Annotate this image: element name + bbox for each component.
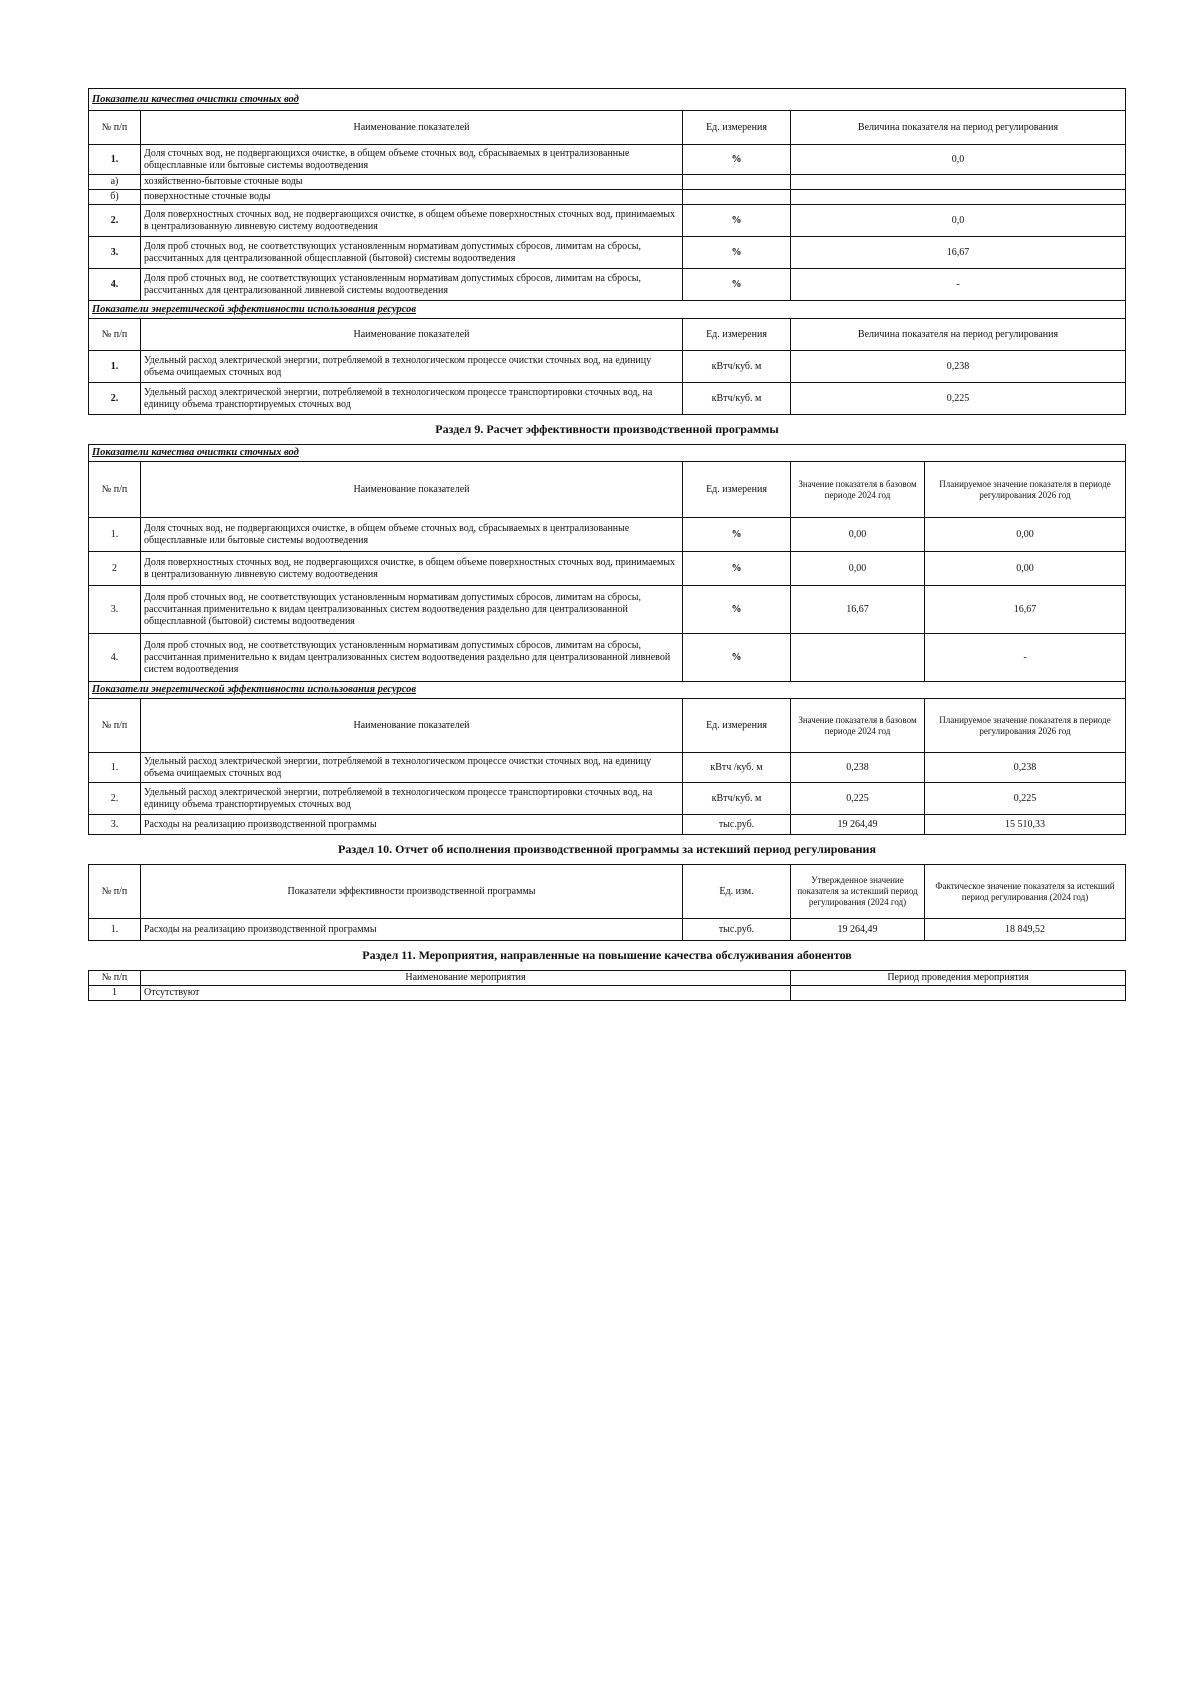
table-row: 3. Доля проб сточных вод, не соответствующих установленным нормативам допустимых сбросов, лимитам на сбросы, рассчитанных для централизованной общесплавной (бытовой) системы водоотведения % 16,67 xyxy=(89,237,1126,269)
table-row: а) хозяйственно-бытовые сточные воды xyxy=(89,175,1126,190)
section-10-title: Раздел 10. Отчет об исполнения производственной программы за истекший период регулирования xyxy=(338,842,876,856)
table-row: 1 Отсутствуют xyxy=(89,986,1126,1001)
table-row: 2. Удельный расход электрической энергии, потребляемой в технологическом процессе транспортировки сточных вод, на единицу объема транспортируемых сточных вод кВтч/куб. м 0,225 0,225 xyxy=(89,783,1126,815)
report-table: № п/п Показатели эффективности производственной программы Ед. изм. Утвержденное значение показателя за истекший период регулирования (2024 год) Фактическое значение показателя за истекший период регулирования (2024 год) 1. Расходы на реализацию производственной программы тыс.руб. 19 264,49 18 849,52 xyxy=(88,864,1126,941)
table-row: 1. Доля сточных вод, не подвергающихся очистке, в общем объеме сточных вод, сбрасываемых в централизованные общесплавные или бытовые системы водоотведения % 0,00 0,00 xyxy=(89,518,1126,552)
efficiency-table: Показатели качества очистки сточных вод № п/п Наименование показателей Ед. измерения Значение показателя в базовом периоде 2024 год Планируемое значение показателя в периоде регулирования 2026 год 1. Доля сточных вод, не подвергающихся очистке, в общем объеме сточных вод, сбрасываемых в централизованные общесплавные или бытовые системы водоотведения % 0,00 0,00 2 Доля поверхностных сточных вод, не подвергающихся очистке, в общем объеме поверхностных сточных вод, принимаемых в централизованную ливневую систему водоотведения % 0,00 0,00 3. Доля проб сточных вод, не соответствующих установленным нормативам допустимых сбросов, лимитам на сбросы, рассчитанная применительно к видам централизованных систем водоотведения раздельно для централизованной общесплавной (бытовой) системы водоотведения % 16,67 16,67 4. Доля проб сточных вод, не соответствующих установленным нормативам допустимых сбросов, лимитам на сбросы, рассчитанная применительно к видам централизованных систем водоотведения раздельно для централизованной ливневой систем водоотведения % - Показатели энергетической эффективности использования ресурсов № п/п Наименование показателей Ед. измерения Значение показателя в базовом периоде 2024 год Планируемое значение показателя в периоде регулирования 2026 год 1. Удельный расход электрической энергии, потребляемой в технологическом процессе очистки сточных вод, на единицу объема очищаемых сточных вод кВтч /куб. м 0,238 0,238 2. Удельный расход электрической энергии, потребляемой в технологическом процессе транспортировки сточных вод, на единицу объема транспортируемых сточных вод кВтч/куб. м 0,225 0,225 3. Расходы на реализацию производственной программы тыс.руб. 19 264,49 15 510,33 xyxy=(88,444,1126,835)
quality-indicators-table: Показатели качества очистки сточных вод № п/п Наименование показателей Ед. измерения Величина показателя на период регулирования 1. Доля сточных вод, не подвергающихся очистке, в общем объеме сточных вод, сбрасываемых в централизованные общесплавные или бытовые системы водоотведения % 0,0 а) хозяйственно-бытовые сточные воды б) поверхностные сточные воды 2. Доля поверхностных сточных вод, не подвергающихся очистке, в общем объеме поверхностных сточных вод, принимаемых в централизованную ливневую систему водоотведения % 0,0 3. Доля проб сточных вод, не соответствующих установленным нормативам допустимых сбросов, лимитам на сбросы, рассчитанных для централизованной общесплавной (бытовой) системы водоотведения % 16,67 4. Доля проб сточных вод, не соответствующих установленным нормативам допустимых сбросов, лимитам на сбросы, рассчитанных для централизованной ливневой системы водоотведения % - Показатели энергетической эффективности использования ресурсов № п/п Наименование показателей Ед. измерения Величина показателя на период регулирования 1. Удельный расход электрической энергии, потребляемой в технологическом процессе очистки сточных вод, на единицу объема очищаемых сточных вод кВтч/куб. м 0,238 2. Удельный расход электрической энергии, потребляемой в технологическом процессе транспортировки сточных вод, на единицу объема транспортируемых сточных вод кВтч/куб. м 0,225 xyxy=(88,88,1126,415)
table-row: 1. Доля сточных вод, не подвергающихся очистке, в общем объеме сточных вод, сбрасываемых в централизованные общесплавные или бытовые системы водоотведения % 0,0 xyxy=(89,145,1126,175)
col-header-unit: Ед. измерения xyxy=(683,111,791,145)
section-11-title: Раздел 11. Мероприятия, направленные на повышение качества обслуживания абонентов xyxy=(362,948,852,962)
section-9-title: Раздел 9. Расчет эффективности производственной программы xyxy=(435,422,779,436)
document-page xyxy=(88,88,1126,1001)
col-header-value: Величина показателя на период регулирования xyxy=(791,111,1126,145)
table-row: 2 Доля поверхностных сточных вод, не подвергающихся очистке, в общем объеме поверхностных сточных вод, принимаемых в централизованную ливневую систему водоотведения % 0,00 0,00 xyxy=(89,552,1126,586)
section-header-energy-9: Показатели энергетической эффективности использования ресурсов xyxy=(89,682,1126,699)
measures-table: № п/п Наименование мероприятия Период проведения мероприятия 1 Отсутствуют xyxy=(88,970,1126,1001)
col-header-num: № п/п xyxy=(89,111,141,145)
table-row: 1. Удельный расход электрической энергии, потребляемой в технологическом процессе очистки сточных вод, на единицу объема очищаемых сточных вод кВтч /куб. м 0,238 0,238 xyxy=(89,753,1126,783)
table-row: 4. Доля проб сточных вод, не соответствующих установленным нормативам допустимых сбросов, лимитам на сбросы, рассчитанная применительно к видам централизованных систем водоотведения раздельно для централизованной ливневой систем водоотведения % - xyxy=(89,634,1126,682)
table-row: 1. Расходы на реализацию производственной программы тыс.руб. 19 264,49 18 849,52 xyxy=(89,919,1126,941)
table-row: б) поверхностные сточные воды xyxy=(89,190,1126,205)
table-row: 2. Удельный расход электрической энергии, потребляемой в технологическом процессе транспортировки сточных вод, на единицу объема транспортируемых сточных вод кВтч/куб. м 0,225 xyxy=(89,383,1126,415)
table-row: 1. Удельный расход электрической энергии, потребляемой в технологическом процессе очистки сточных вод, на единицу объема очищаемых сточных вод кВтч/куб. м 0,238 xyxy=(89,351,1126,383)
col-header-name: Наименование показателей xyxy=(141,111,683,145)
section-header-quality-9: Показатели качества очистки сточных вод xyxy=(89,445,1126,462)
section-header-quality: Показатели качества очистки сточных вод xyxy=(89,89,1126,111)
table-row: 4. Доля проб сточных вод, не соответствующих установленным нормативам допустимых сбросов, лимитам на сбросы, рассчитанных для централизованной ливневой системы водоотведения % - xyxy=(89,269,1126,301)
table-row: 3. Расходы на реализацию производственной программы тыс.руб. 19 264,49 15 510,33 xyxy=(89,815,1126,835)
section-header-energy: Показатели энергетической эффективности использования ресурсов xyxy=(89,301,1126,319)
table-row: 2. Доля поверхностных сточных вод, не подвергающихся очистке, в общем объеме поверхностных сточных вод, принимаемых в централизованную ливневую систему водоотведения % 0,0 xyxy=(89,205,1126,237)
table-row: 3. Доля проб сточных вод, не соответствующих установленным нормативам допустимых сбросов, лимитам на сбросы, рассчитанная применительно к видам централизованных систем водоотведения раздельно для централизованной общесплавной (бытовой) системы водоотведения % 16,67 16,67 xyxy=(89,586,1126,634)
